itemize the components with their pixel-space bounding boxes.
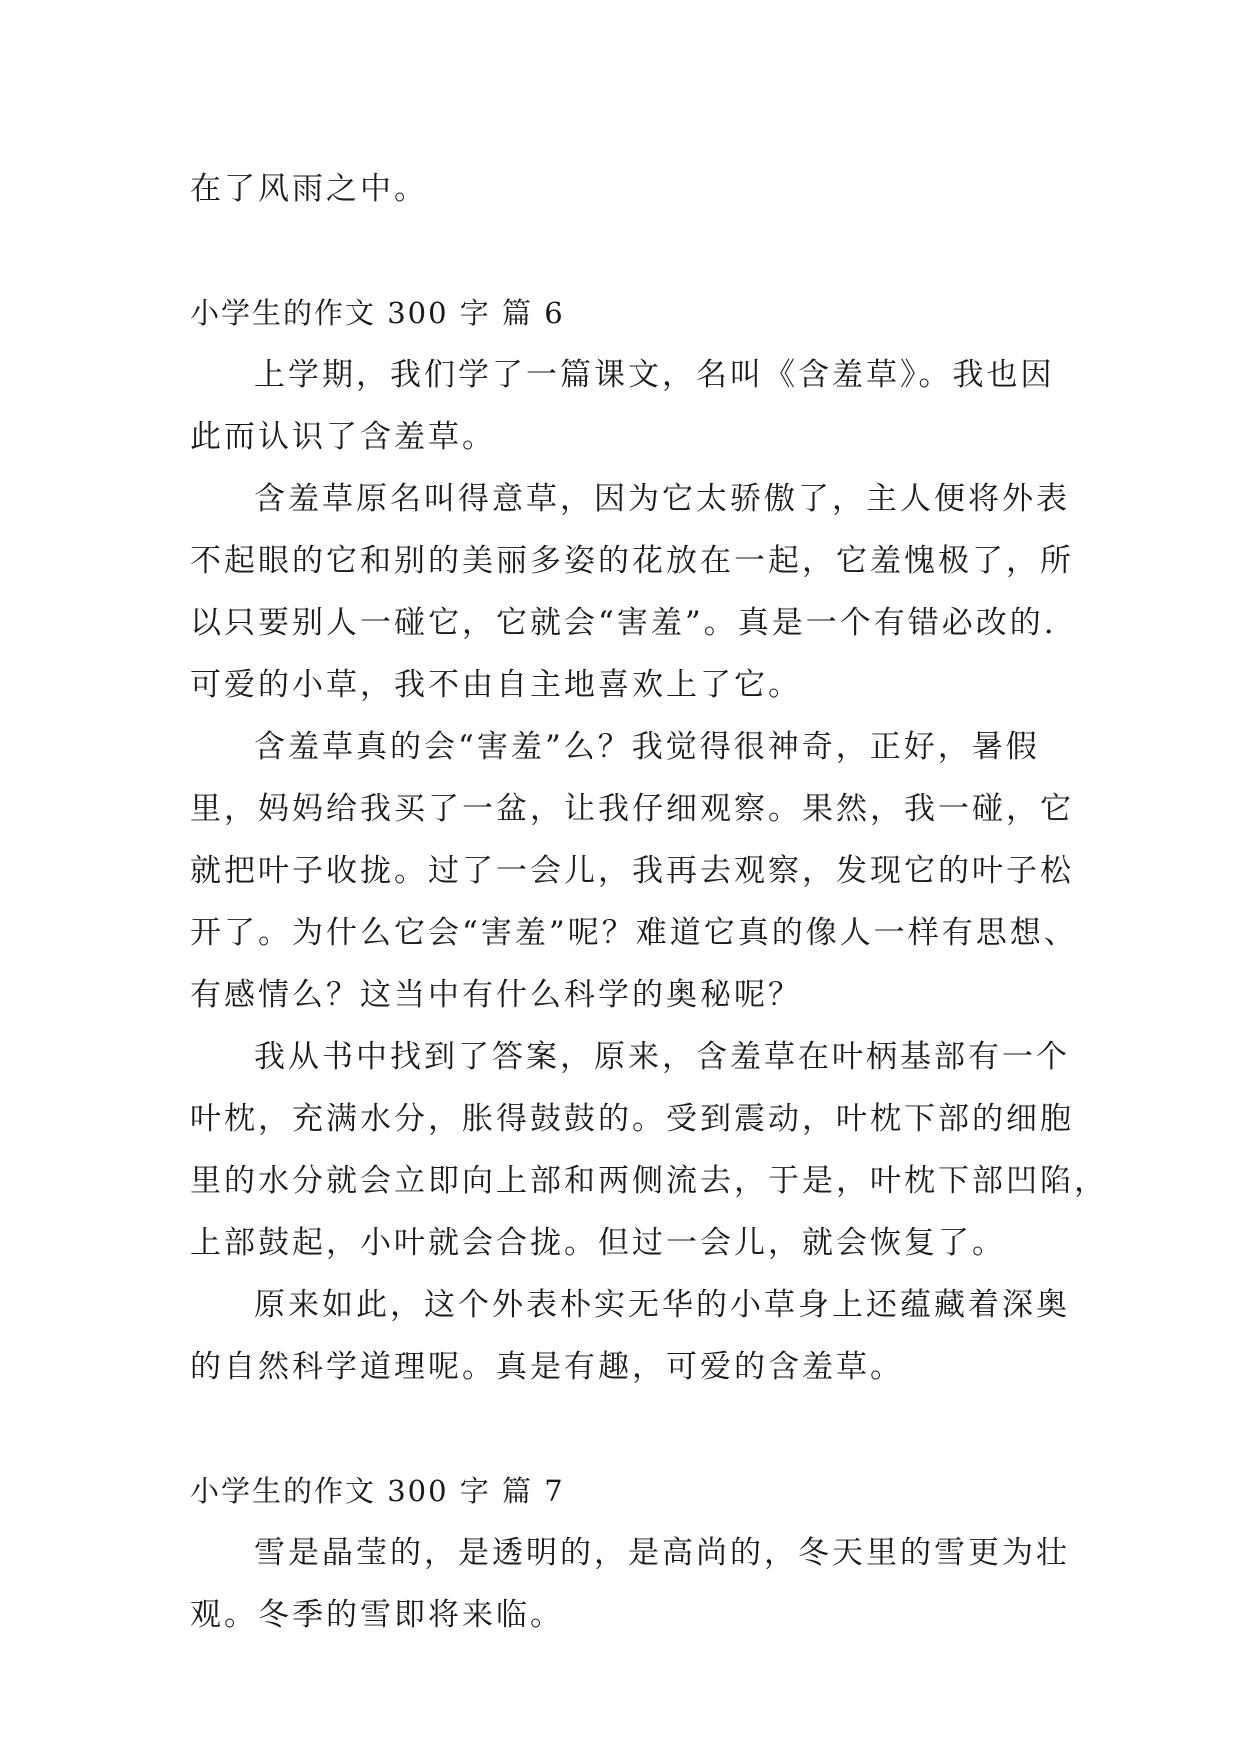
paragraph-line: 可爱的小草，我不由自主地喜欢上了它。 [190,667,802,703]
paragraph-line: 有感情么？这当中有什么科学的奥秘呢？ [190,977,802,1013]
paragraph-line: 我从书中找到了答案，原来，含羞草在叶柄基部有一个 [254,1039,1070,1075]
paragraph-line: 就把叶子收拢。过了一会儿，我再去观察，发现它的叶子松 [190,853,1074,889]
paragraph-line: 的自然科学道理呢。真是有趣，可爱的含羞草。 [190,1349,904,1385]
intro-line: 在了风雨之中。 [190,171,428,207]
paragraph-line: 雪是晶莹的，是透明的，是高尚的，冬天里的雪更为壮 [254,1535,1070,1571]
paragraph-line: 原来如此，这个外表朴实无华的小草身上还蕴藏着深奥 [254,1287,1070,1323]
paragraph-line: 含羞草真的会“害羞”么？我觉得很神奇，正好，暑假 [254,729,1040,765]
paragraph-line: 上学期，我们学了一篇课文，名叫《含羞草》。我也因 [254,357,1055,393]
section-6-paragraph-5 [190,1274,1070,1398]
section-6-paragraph-3 [190,716,1078,1026]
paragraph-line: 上部鼓起，小叶就会合拢。但过一会儿，就会恢复了。 [190,1225,1006,1261]
section-6-paragraph-1 [190,344,1060,468]
section-6-paragraph-4 [190,1026,1108,1274]
section-7-paragraph-1 [190,1522,1070,1646]
paragraph-line: 里，妈妈给我买了一盆，让我仔细观察。果然，我一碰，它 [190,791,1074,827]
paragraph-line: 不起眼的它和别的美丽多姿的花放在一起，它羞愧极了，所 [190,543,1074,579]
paragraph-line: 叶枕，充满水分，胀得鼓鼓的。受到震动，叶枕下部的细胞 [190,1101,1074,1137]
section-7-heading: 小学生的作文 300 字 篇 7 [190,1474,565,1508]
section-6-paragraph-2 [190,468,1074,716]
section-gap [190,1398,1060,1460]
document-body [190,158,1108,1646]
section-gap [190,220,1060,282]
paragraph-line: 以只要别人一碰它，它就会“害羞”。真是一个有错必改的. [190,605,1057,641]
paragraph-line: 含羞草原名叫得意草，因为它太骄傲了，主人便将外表 [254,481,1070,517]
paragraph-line: 里的水分就会立即向上部和两侧流去，于是，叶枕下部凹陷， [190,1163,1108,1199]
paragraph-line: 观。冬季的雪即将来临。 [190,1597,564,1633]
paragraph-line: 开了。为什么它会“害羞”呢？难道它真的像人一样有思想、 [190,915,1078,951]
section-6-heading: 小学生的作文 300 字 篇 6 [190,296,565,330]
paragraph-line: 此而认识了含羞草。 [190,419,496,455]
